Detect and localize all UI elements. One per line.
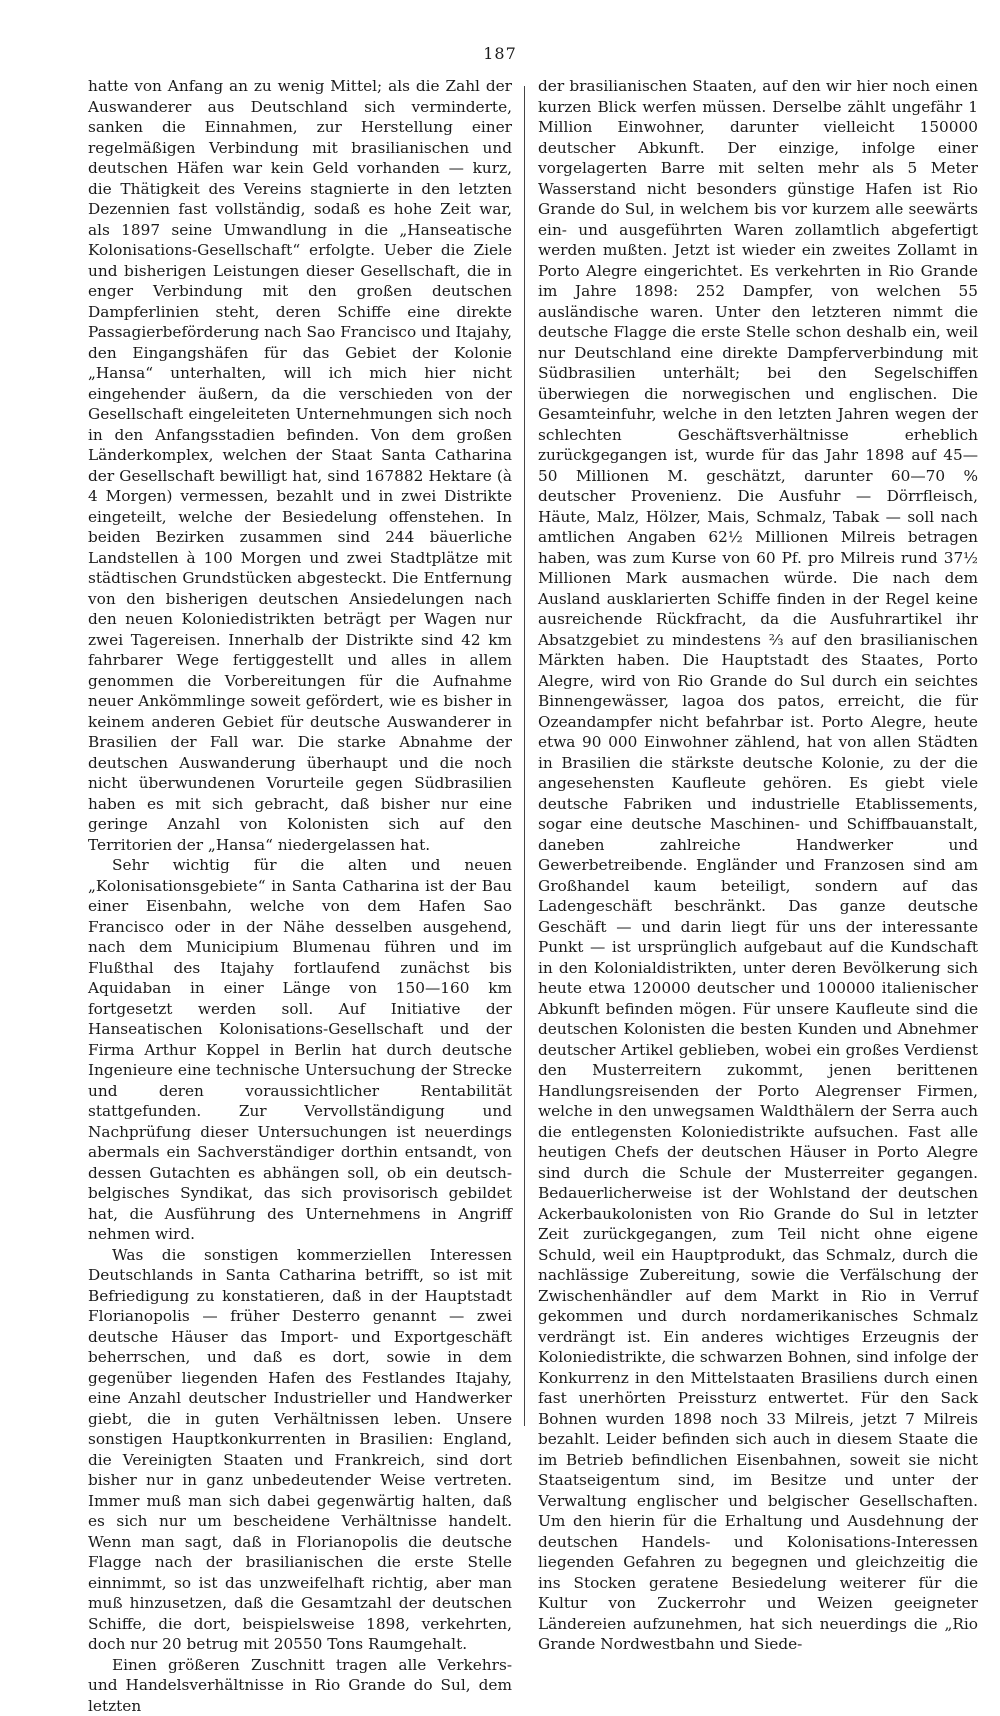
left-paragraph-1: hatte von Anfang an zu wenig Mittel; als die Zahl der Auswanderer aus Deutschland sich verminderte, sanken die Einnahmen, zur Herstellung einer regelmäßigen Verbindung mit brasilianischen und deutschen Häfen war kein Geld vorhanden — kurz, die Thätigkeit des Vereins stagnierte in den letzten Dezennien fast vollständig, sodaß es hohe Zeit war, als 1897 seine Umwandlung in die „Hanseatische Kolonisations-Gesellschaft“ erfolgte. Ueber die Ziele und bisherigen Leistungen dieser Gesellschaft, die in enger Verbindung mit den großen deutschen Dampferlinien steht, deren Schiffe eine direkte Passagierbeförderung nach Sao Francisco und Itajahy, den Eingangshäfen für das Gebiet der Kolonie „Hansa“ unterhalten, will ich mich hier nicht eingehender äußern, da die verschieden von der Gesellschaft eingeleiteten Unternehmungen sich noch in den Anfangsstadien befinden. Von dem großen Länderkomplex, welchen der Staat Santa Catharina der Gesellschaft bewilligt hat, sind 167882 Hektare (à 4 Morgen) vermessen, bezahlt und in zwei Distrikte eingeteilt, welche der Besiedelung offenstehen. In beiden Bezirken zusammen sind 244 bäuerliche Landstellen à 100 Morgen und zwei Stadtplätze mit städtischen Grundstücken abgesteckt. Die Entfernung von den bisherigen deutschen Ansiedelungen nach den neuen Koloniedistrikten beträgt per Wagen nur zwei Tagereisen. Innerhalb der Distrikte sind 42 km fahrbarer Wege fertiggestellt und alles in allem genommen die Vorbereitungen für die Aufnahme neuer Ankömmlinge soweit gefördert, wie es bisher in keinem anderen Gebiet für deutsche Auswanderer in Brasilien der Fall war. Die starke Abnahme der deutschen Auswanderung überhaupt und die noch nicht überwundenen Vorurteile gegen Südbrasilien haben es mit sich gebracht, daß bisher nur eine geringe Anzahl von Kolonisten sich auf den Territorien der „Hansa“ niedergelassen hat.	[88, 76, 512, 855]
right-paragraph-1: der brasilianischen Staaten, auf den wir hier noch einen kurzen Blick werfen müssen. Derselbe zählt ungefähr 1 Million Einwohner, darunter vielleicht 150000 deutscher Abkunft. Der einzige, infolge einer vorgelagerten Barre mit selten mehr als 5 Meter Wasserstand nicht besonders günstige Hafen ist Rio Grande do Sul, in welchem bis vor kurzem alle seewärts ein- und ausgeführten Waren zollamtlich abgefertigt werden mußten. Jetzt ist wieder ein zweites Zollamt in Porto Alegre eingerichtet. Es verkehrten in Rio Grande im Jahre 1898: 252 Dampfer, von welchen 55 ausländische waren. Unter den letzteren nimmt die deutsche Flagge die erste Stelle schon deshalb ein, weil nur Deutschland eine direkte Dampferverbindung mit Südbrasilien unterhält; bei den Segelschiffen überwiegen die norwegischen und englischen. Die Gesamteinfuhr, welche in den letzten Jahren wegen der schlechten Geschäftsverhältnisse erheblich zurückgegangen ist, wurde für das Jahr 1898 auf 45—50 Millionen M. geschätzt, darunter 60—70 % deutscher Provenienz. Die Ausfuhr — Dörrfleisch, Häute, Malz, Hölzer, Mais, Schmalz, Tabak — soll nach amtlichen Angaben 62½ Millionen Milreis betragen haben, was zum Kurse von 60 Pf. pro Milreis rund 37½ Millionen Mark ausmachen würde. Die nach dem Ausland ausklarierten Schiffe finden in der Regel keine ausreichende Rückfracht, da die Ausfuhrartikel ihr Absatzgebiet zu mindestens ⅔ auf den brasilianischen Märkten haben. Die Hauptstadt des Staates, Porto Alegre, wird von Rio Grande do Sul durch ein seichtes Binnengewässer, lagoa dos patos, erreicht, die für Ozeandampfer nicht befahrbar ist. Porto Alegre, heute etwa 90 000 Einwohner zählend, hat von allen Städten in Brasilien die stärkste deutsche Kolonie, zu der die angesehensten Kaufleute gehören. Es giebt viele deutsche Fabriken und industrielle Etablissements, sogar eine deutsche Maschinen- und Schiffbauanstalt, daneben zahlreiche Handwerker und Gewerbetreibende. Engländer und Franzosen sind am Großhandel kaum beteiligt, sondern auf das Ladengeschäft beschränkt. Das ganze deutsche Geschäft — und darin liegt für uns der interessante Punkt — ist ursprünglich aufgebaut auf die Kundschaft in den Kolonialdistrikten, unter deren Bevölkerung sich heute etwa 120000 deutscher und 100000 italienischer Abkunft befinden mögen. Für unsere Kaufleute sind die deutschen Kolonisten die besten Kunden und Abnehmer deutscher Artikel geblieben, wobei ein großes Verdienst den Musterreitern zukommt, jenen berittenen Handlungsreisenden der Porto Alegrenser Firmen, welche in den unwegsamen Waldthälern der Serra auch die entlegensten Koloniedistrikte aufsuchen. Fast alle heutigen Chefs der deutschen Häuser in Porto Alegre sind durch die Schule der Musterreiter gegangen. Bedauerlicherweise ist der Wohlstand der deutschen Ackerbaukolonisten von Rio Grande do Sul in letzter Zeit zurückgegangen, zum Teil nicht ohne eigene Schuld, weil ein Hauptprodukt, das Schmalz, durch die nachlässige Zubereitung, sowie die Verfälschung der Zwischenhändler auf dem Markt in Rio in Verruf gekommen und durch nordamerikanisches Schmalz verdrängt ist. Ein anderes wichtiges Erzeugnis der Koloniedistrikte, die schwarzen Bohnen, sind infolge der Konkurrenz in den Mittelstaaten Brasiliens durch einen fast unerhörten Preissturz entwertet. Für den Sack Bohnen wurden 1898 noch 33 Milreis, jetzt 7 Milreis bezahlt. Leider befinden sich auch in diesem Staate die im Betrieb befindlichen Eisenbahnen, soweit sie nicht Staatseigentum sind, im Besitze und unter der Verwaltung englischer und belgischer Gesellschaften. Um den hierin für die Erhaltung und Ausdehnung der deutschen Handels- und Kolonisations-Interessen liegenden Gefahren zu begegnen und gleichzeitig die ins Stocken geratene Besiedelung weiterer für die Kultur von Zuckerrohr und Weizen geeigneter Ländereien aufzunehmen, hat sich neuerdings die „Rio Grande Nordwestbahn und Siede-	[538, 76, 978, 1655]
left-paragraph-4: Einen größeren Zuschnitt tragen alle Verkehrs- und Handelsverhältnisse in Rio Grande do Sul, dem letzten	[88, 1655, 512, 1716]
left-paragraph-2: Sehr wichtig für die alten und neuen „Kolonisationsgebiete“ in Santa Catharina ist der Bau einer Eisenbahn, welche von dem Hafen Sao Francisco oder in der Nähe desselben ausgehend, nach dem Municipium Blumenau führen und im Flußthal des Itajahy fortlaufend zunächst bis Aquidaban in einer Länge von 150—160 km fortgesetzt werden soll. Auf Initiative der Hanseatischen Kolonisations-Gesellschaft und der Firma Arthur Koppel in Berlin hat durch deutsche Ingenieure eine technische Untersuchung der Strecke und deren voraussichtlicher Rentabilität stattgefunden. Zur Vervollständigung und Nachprüfung dieser Untersuchungen ist neuerdings abermals ein Sachverständiger dorthin entsandt, von dessen Gutachten es abhängen soll, ob ein deutsch-belgisches Syndikat, das sich provisorisch gebildet hat, die Ausführung des Unternehmens in Angriff nehmen wird.	[88, 855, 512, 1245]
column-divider	[524, 86, 525, 1426]
left-column	[88, 76, 512, 1428]
right-column	[538, 76, 978, 1428]
page-number: 187	[0, 44, 1000, 63]
left-paragraph-3: Was die sonstigen kommerziellen Interessen Deutschlands in Santa Catharina betrifft, so ist mit Befriedigung zu konstatieren, daß in der Hauptstadt Florianopolis — früher Desterro genannt — zwei deutsche Häuser das Import- und Exportgeschäft beherrschen, und daß es dort, sowie in dem gegenüber liegenden Hafen des Festlandes Itajahy, eine Anzahl deutscher Industrieller und Handwerker giebt, die in guten Verhältnissen leben. Unsere sonstigen Hauptkonkurrenten in Brasilien: England, die Vereinigten Staaten und Frankreich, sind dort bisher nur in ganz unbedeutender Weise vertreten. Immer muß man sich dabei gegenwärtig halten, daß es sich nur um bescheidene Verhältnisse handelt. Wenn man sagt, daß in Florianopolis die deutsche Flagge nach der brasilianischen die erste Stelle einnimmt, so ist das unzweifelhaft richtig, aber man muß hinzusetzen, daß die Gesamtzahl der deutschen Schiffe, die dort, beispielsweise 1898, verkehrten, doch nur 20 betrug mit 20550 Tons Raumgehalt.	[88, 1245, 512, 1655]
